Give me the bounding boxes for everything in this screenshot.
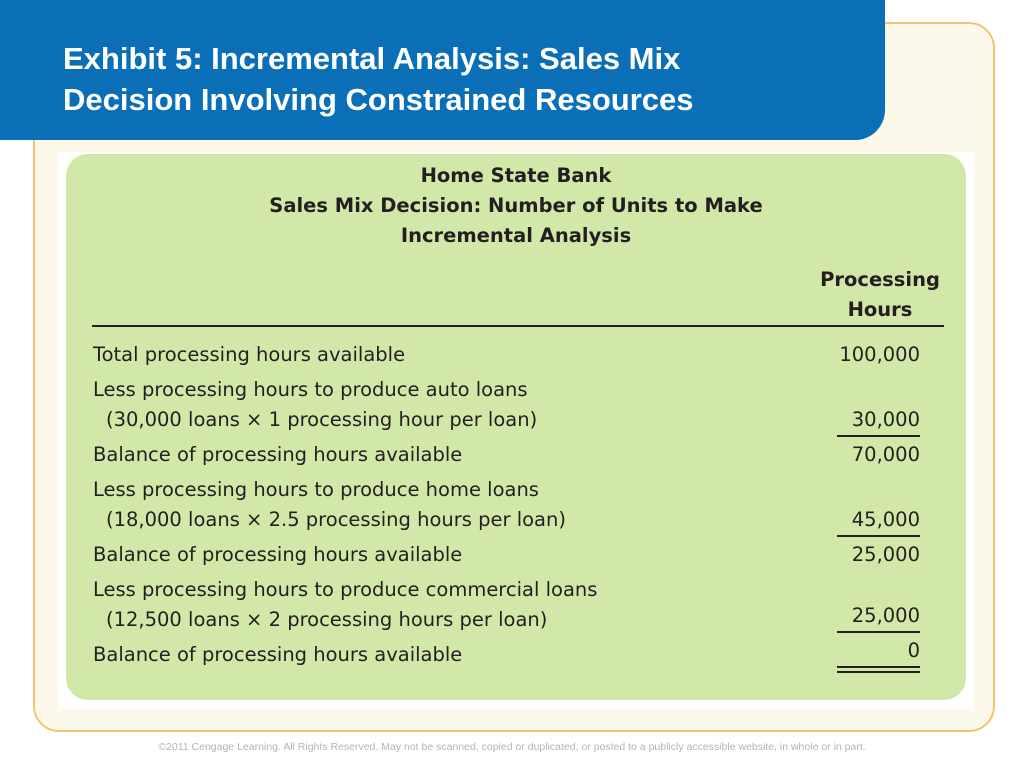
slide-title-line-2: Decision Involving Constrained Resources xyxy=(63,82,694,117)
row-amount-total-hours: 100,000 xyxy=(839,343,920,366)
row-label-commercial-loans-detail: (12,500 loans × 2 processing hours per loan) xyxy=(106,608,548,631)
title-bar xyxy=(0,0,885,140)
total-double-underline-top xyxy=(837,666,920,668)
row-amount-auto-loans: 30,000 xyxy=(851,408,920,431)
row-label-home-loans: Less processing hours to produce home loans xyxy=(93,478,539,501)
subtotal-underline xyxy=(837,631,920,633)
header-rule xyxy=(92,325,944,327)
row-amount-home-loans: 45,000 xyxy=(851,508,920,531)
exhibit-analysis-type: Incremental Analysis xyxy=(400,224,632,247)
subtotal-underline xyxy=(837,535,920,537)
column-header-hours: Hours xyxy=(847,298,913,321)
row-amount-commercial-loans: 25,000 xyxy=(851,604,920,627)
exhibit-company: Home State Bank xyxy=(420,164,612,187)
row-label-auto-loans-detail: (30,000 loans × 1 processing hour per loan) xyxy=(106,408,538,431)
row-amount-balance-1: 70,000 xyxy=(851,443,920,466)
row-amount-balance-final: 0 xyxy=(907,639,920,662)
copyright-notice: ©2011 Cengage Learning. All Rights Reserved. May not be scanned, copied or duplicated, or posted to a publicly accessible website, in whole or in part. xyxy=(158,741,866,753)
row-amount-balance-2: 25,000 xyxy=(851,543,920,566)
column-header-processing: Processing xyxy=(820,268,940,291)
slide-title-line-1: Exhibit 5: Incremental Analysis: Sales Mix xyxy=(63,41,681,76)
row-label-total-hours: Total processing hours available xyxy=(93,343,406,366)
row-label-commercial-loans: Less processing hours to produce commercial loans xyxy=(93,578,598,601)
row-label-balance-2: Balance of processing hours available xyxy=(93,543,463,566)
exhibit-subtitle: Sales Mix Decision: Number of Units to Make xyxy=(269,194,763,217)
row-label-balance-1: Balance of processing hours available xyxy=(93,443,463,466)
total-double-underline-bottom xyxy=(837,671,920,673)
subtotal-underline xyxy=(837,435,920,437)
row-label-auto-loans: Less processing hours to produce auto loans xyxy=(93,378,528,401)
row-label-home-loans-detail: (18,000 loans × 2.5 processing hours per loan) xyxy=(106,508,566,531)
row-label-balance-final: Balance of processing hours available xyxy=(93,643,463,666)
slide-title xyxy=(63,38,863,120)
exhibit-panel xyxy=(66,154,966,700)
